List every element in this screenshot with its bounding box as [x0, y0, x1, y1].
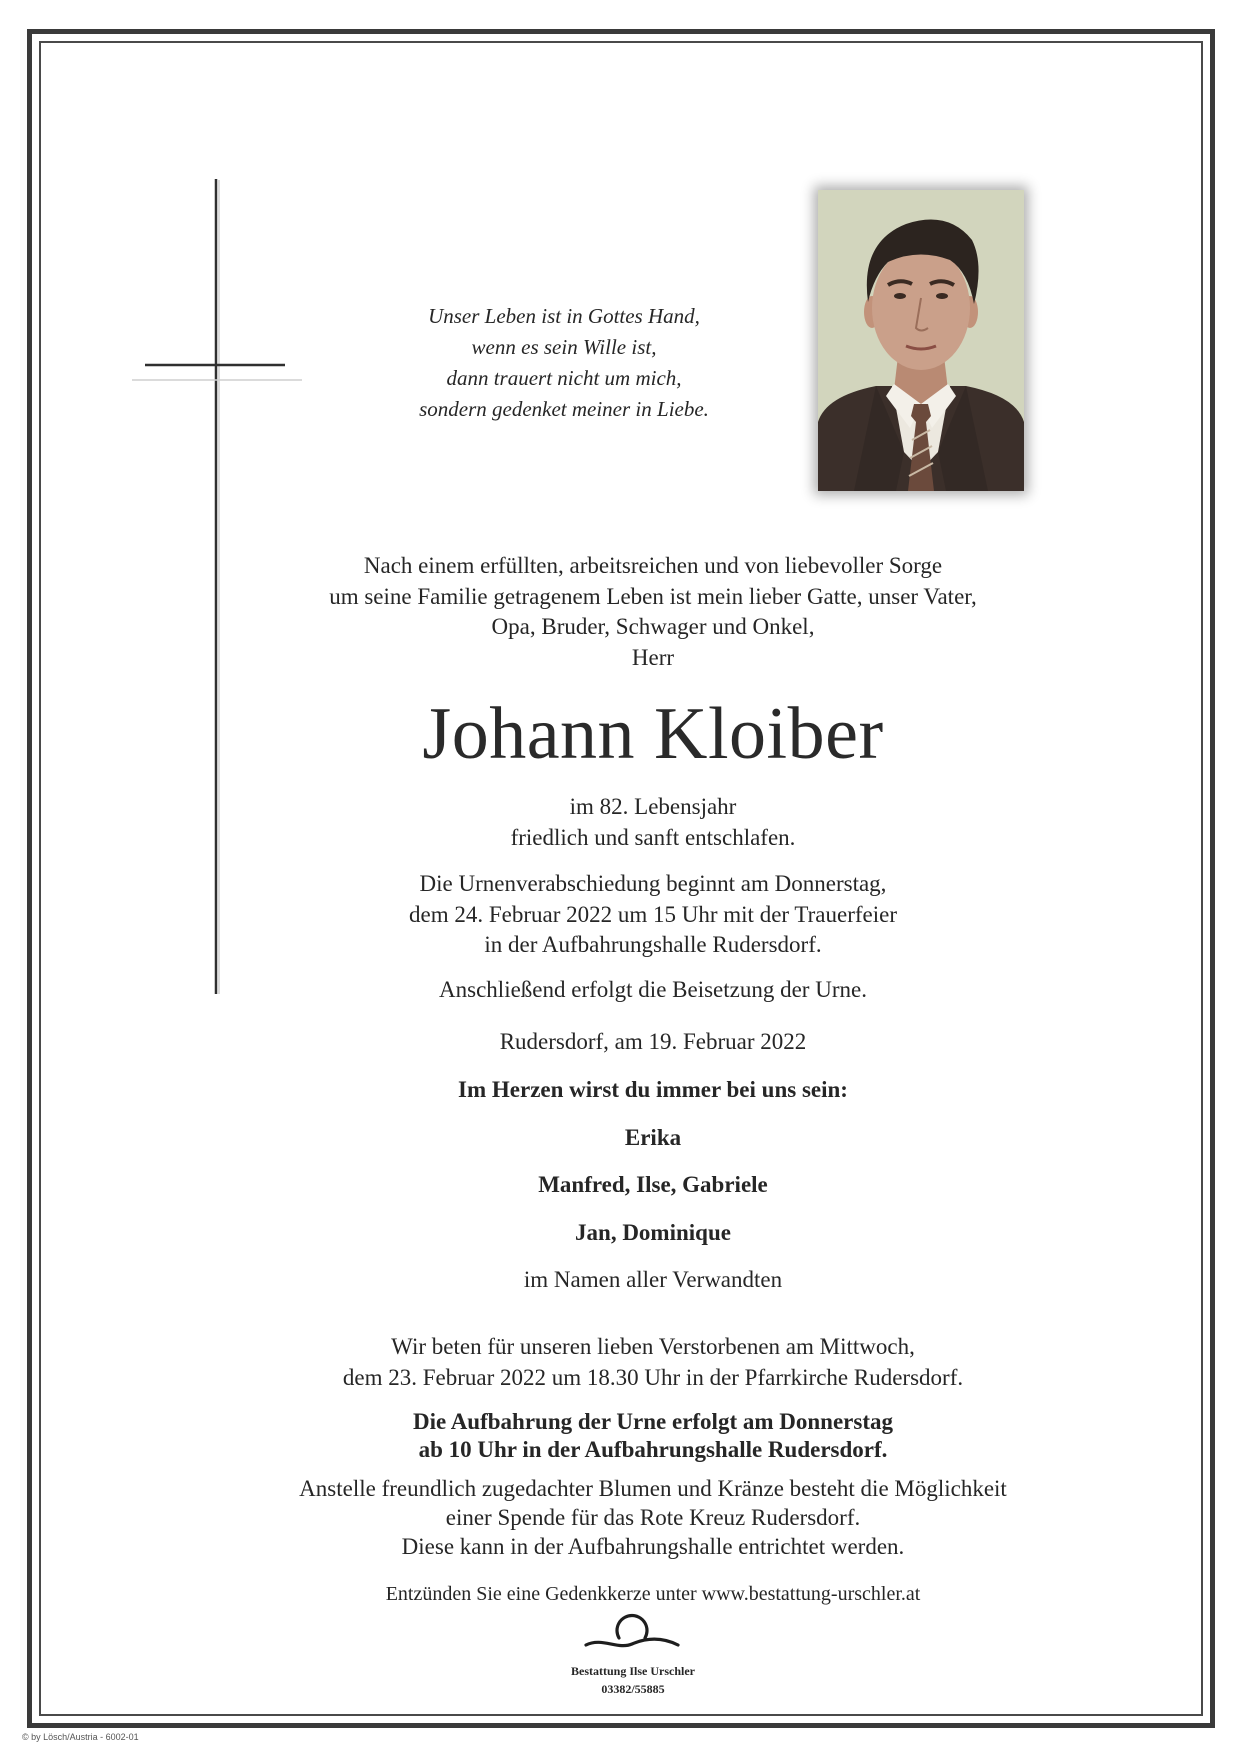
ceremony-line: dem 24. Februar 2022 um 15 Uhr mit der Trauerfeier [408, 901, 897, 927]
age-text [253, 791, 1053, 853]
place-date: Rudersdorf, am 19. Februar 2022 [499, 1029, 807, 1054]
relatives-text: im Namen aller Verwandten [523, 1267, 783, 1292]
prayer-text [253, 1331, 1053, 1393]
age-line: im 82. Lebensjahr [569, 794, 737, 819]
urschler-logo-icon [582, 1612, 682, 1656]
funeral-home-name: Bestattung Ilse Urschler [571, 1664, 695, 1678]
intro-line: Opa, Bruder, Schwager und Onkel, [491, 614, 815, 639]
viewing-text [253, 1408, 1053, 1464]
mourner-name: Jan, Dominique [575, 1220, 731, 1245]
donation-line: einer Spende für das Rote Kreuz Rudersdorf. [445, 1505, 861, 1530]
print-credit: © by Lösch/Austria - 6002-01 [22, 1732, 139, 1742]
donation-text [253, 1474, 1053, 1561]
prayer-line: Wir beten für unseren lieben Verstorbenen am Mittwoch, [391, 1334, 915, 1359]
poem-line: sondern gedenket meiner in Liebe. [419, 397, 709, 421]
ceremony-line: Die Urnenverabschiedung beginnt am Donnerstag, [419, 871, 887, 896]
donation-line: Anstelle freundlich zugedachter Blumen und Kränze besteht die Möglichkeit [299, 1476, 1007, 1501]
intro-line: Nach einem erfüllten, arbeitsreichen und von liebevoller Sorge [363, 553, 943, 578]
viewing-line: ab 10 Uhr in der Aufbahrungshalle Rudersdorf. [418, 1437, 888, 1462]
donation-line: Diese kann in der Aufbahrungshalle entrichtet werden. [401, 1534, 905, 1559]
poem-line: wenn es sein Wille ist, [471, 335, 657, 359]
candle-text: Entzünden Sie eine Gedenkkerze unter www.bestattung-urschler.at [385, 1583, 921, 1605]
viewing-line: Die Aufbahrung der Urne erfolgt am Donnerstag [413, 1409, 893, 1434]
poem-line: dann trauert nicht um mich, [446, 366, 682, 390]
age-line: friedlich und sanft entschlafen. [510, 825, 796, 850]
prayer-line: dem 23. Februar 2022 um 18.30 Uhr in der Pfarrkirche Rudersdorf. [342, 1365, 964, 1390]
deceased-name: Johann Kloiber [422, 693, 884, 775]
burial-text: Anschließend erfolgt die Beisetzung der Urne. [439, 977, 867, 1002]
mourner-name: Manfred, Ilse, Gabriele [538, 1172, 768, 1197]
poem-verse [364, 301, 764, 425]
poem-line: Unser Leben ist in Gottes Hand, [428, 304, 700, 328]
ceremony-line: in der Aufbahrungshalle Rudersdorf. [484, 932, 822, 957]
intro-text [253, 551, 1053, 673]
intro-line: Herr [631, 644, 675, 670]
funeral-home-phone: 03382/55885 [601, 1682, 665, 1696]
portrait-photo [818, 190, 1024, 491]
mourner-name: Erika [624, 1125, 682, 1150]
intro-line: um seine Familie getragenem Leben ist mein lieber Gatte, unser Vater, [329, 583, 977, 609]
mourners-heading: Im Herzen wirst du immer bei uns sein: [458, 1077, 848, 1102]
ceremony-text [253, 869, 1053, 961]
